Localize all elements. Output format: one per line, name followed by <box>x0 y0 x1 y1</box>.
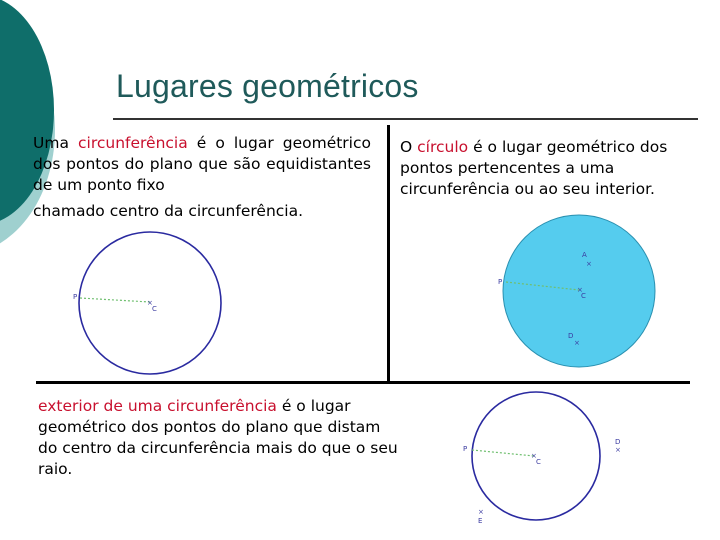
circumference-definition <box>33 133 371 222</box>
center-marker: × <box>531 452 537 460</box>
definition-prefix: Uma <box>33 134 78 152</box>
point-c-label: C <box>581 292 586 300</box>
point-d-label: D <box>568 332 574 340</box>
point-a-marker: × <box>586 260 592 268</box>
point-e-label: E <box>478 517 483 525</box>
point-d-label: D <box>615 438 621 446</box>
term-circumference: circunferência <box>77 134 188 152</box>
point-c-label: C <box>536 458 541 466</box>
point-p-label: P <box>463 445 468 453</box>
title-underline <box>113 118 698 120</box>
circle-figure <box>500 212 660 372</box>
point-d-marker: × <box>574 339 580 347</box>
definition-last-line: chamado centro da circunferência. <box>33 202 304 220</box>
point-a-label: A <box>582 251 587 259</box>
point-p-label: P <box>73 293 78 301</box>
exterior-definition <box>38 396 398 480</box>
center-marker: × <box>147 299 153 307</box>
horizontal-divider <box>36 381 690 384</box>
point-p-label: P <box>498 278 503 286</box>
center-marker: × <box>577 286 583 294</box>
term-circle: círculo <box>417 138 469 156</box>
definition-prefix: O <box>400 138 418 156</box>
definition-body: é o lugar geométrico dos pontos do plano que são equidistantes de um ponto fixo <box>33 134 371 194</box>
circle-definition <box>400 137 705 200</box>
definition-body: é o lugar geométrico dos pontos pertencentes a uma circunferência ou ao seu interior. <box>400 138 668 198</box>
term-exterior: exterior de uma circunferência <box>38 397 277 415</box>
point-d-marker: × <box>615 446 621 454</box>
vertical-divider <box>387 125 390 382</box>
exterior-figure <box>458 386 638 536</box>
page-title: Lugares geométricos <box>116 68 419 104</box>
point-c-label: C <box>152 305 157 313</box>
point-e-marker: × <box>478 508 484 516</box>
circumference-figure <box>70 228 230 378</box>
definition-body: é o lugar geométrico dos pontos do plano que distam do centro da circunferência mais do que o seu raio. <box>38 397 398 478</box>
